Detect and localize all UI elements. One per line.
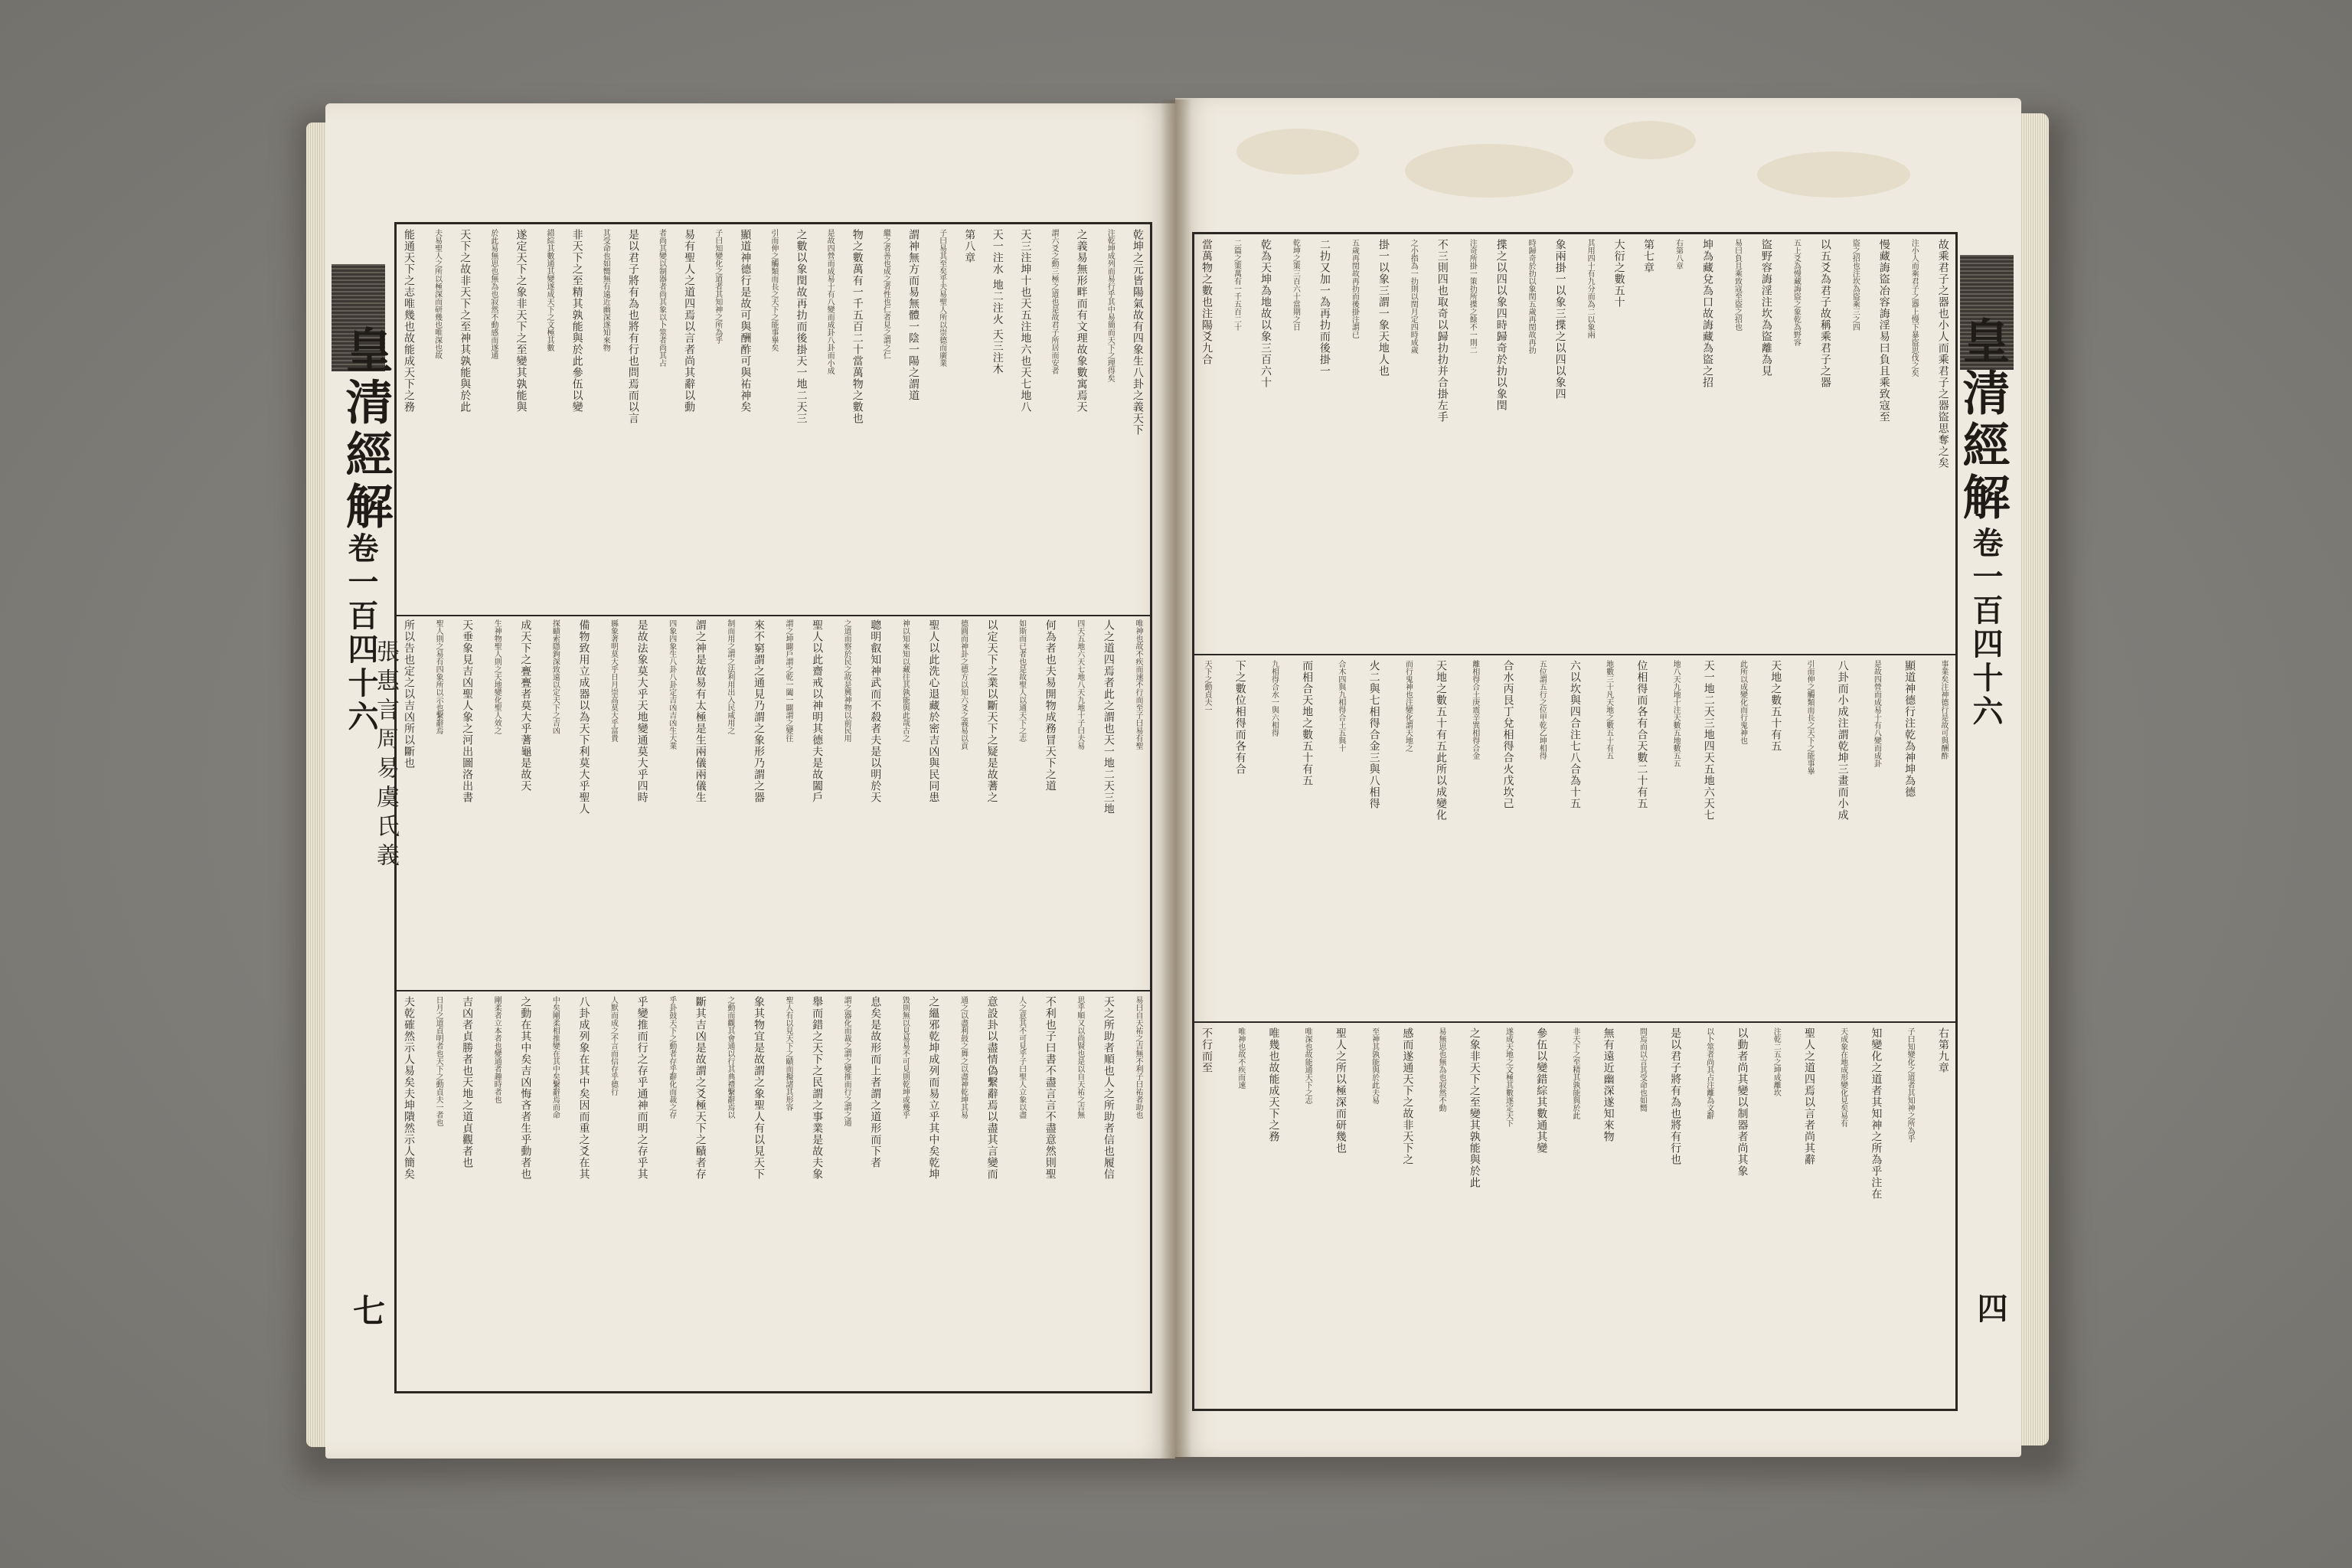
text-column: 四象四象生八卦八卦定吉凶吉凶生大業 — [667, 619, 676, 750]
text-column: 聖人之道四焉以言者尚其辭 — [1802, 1027, 1815, 1165]
text-column: 天下之動貞夫一 — [1203, 660, 1211, 714]
text-column: 時歸奇於扐以象閏五歲再閏故再扐 — [1527, 239, 1536, 354]
left-divider-lower — [397, 990, 1150, 991]
right-section-mark: 卷一百四十六 — [1968, 527, 2004, 729]
text-column: 是以君子將有為也將有行也問焉而以言 — [626, 229, 639, 424]
text-column: 物之數萬有一千五百二十當萬物之數也 — [851, 229, 864, 424]
text-column: 不利也子曰書不盡言言不盡意然則聖 — [1044, 996, 1057, 1180]
text-column: 何為者也夫易開物成務冒天下之道 — [1044, 619, 1057, 792]
text-column: 注奇所掛一策扐所揲之餘不一則二 — [1468, 239, 1477, 354]
text-column: 人默而成之不言而信存乎德行 — [609, 996, 618, 1096]
right-lower-columns — [1194, 1027, 1955, 1403]
right-upper-columns — [1194, 239, 1955, 649]
text-column: 之動在其中矣吉凶悔吝者生乎動者也 — [519, 996, 532, 1180]
text-column: 遂定天下之象非天下之至變其孰能與 — [514, 229, 528, 413]
text-column: 以卜筮者尚其占注離為文辭 — [1704, 1027, 1713, 1119]
text-column: 思乎順又以尚賢也是以自天祐之吉無 — [1075, 996, 1084, 1119]
text-column: 第七章 — [1642, 239, 1655, 273]
text-column: 人之意其不可見乎子曰聖人立象以盡 — [1017, 996, 1026, 1119]
text-column: 如斯而已者也是故聖人以通天下之志 — [1017, 619, 1026, 742]
text-column: 聖人則之易有四象所以示也繫辭焉 — [434, 619, 443, 734]
text-column: 是故四營而成易十有八變而成卦 — [1872, 660, 1881, 767]
text-column: 子曰知變化之道者其知神之所為乎 — [1906, 1027, 1915, 1142]
right-divider-lower — [1194, 1021, 1955, 1023]
text-column: 六以坎與四合注七八合為十五 — [1568, 660, 1581, 809]
text-column: 聰明叡知神武而不殺者夫是以明於天 — [869, 619, 882, 803]
text-column: 探賾索隱鉤深致遠以定天下之吉凶 — [550, 619, 560, 734]
text-column: 於此易無思也無為也寂然不動感而遂通 — [488, 229, 498, 359]
text-column: 象兩掛一以象三揲之以四以象四 — [1553, 239, 1566, 400]
text-column: 之小指為一扐則以閏月定四時成歲 — [1409, 239, 1418, 354]
text-column: 掛一以象三謂一象天地人也 — [1377, 239, 1390, 377]
text-column: 謂六爻之動三極之道也是故君子所居而安者 — [1050, 229, 1059, 374]
text-column: 之象非天下之至變其孰能與於此 — [1468, 1027, 1481, 1188]
text-column: 中矣剛柔相推變在其中矣繫辭焉而命 — [550, 996, 560, 1119]
text-column: 乾為天坤為地故以象三百六十 — [1259, 239, 1272, 388]
text-column: 乎卦鼓天下之動者存乎辭化而裁之存 — [667, 996, 676, 1119]
right-page — [1175, 98, 2021, 1457]
text-column: 舉而錯之天下之民謂之事業是故夫象 — [811, 996, 824, 1180]
text-column: 四天五地六天七地八天九地十子曰夫易 — [1075, 619, 1084, 750]
text-column: 不三則四也取奇以歸扐扐并合掛左手 — [1436, 239, 1449, 423]
text-column: 繼之者善也成之者性也仁者見之謂之仁 — [881, 229, 890, 359]
text-column: 二扐又加一為再扐而後掛一 — [1318, 239, 1331, 377]
text-column: 慢藏誨盜冶容誨淫易曰負且乘致寇至 — [1877, 239, 1890, 423]
text-column: 日月之道貞明者也天下之動貞夫一者也 — [434, 996, 443, 1126]
text-column: 之義易無形畔而有文理故象數寓焉天 — [1075, 229, 1088, 413]
text-column: 坤為藏兌為口故誨藏為盜之招 — [1700, 239, 1713, 388]
left-margin-title: 皇清經解 — [338, 325, 394, 534]
text-column: 神以知來知以藏往其孰能與此哉古之 — [900, 619, 910, 742]
text-column: 之動而觀其會通以行其典禮繫辭焉以 — [725, 996, 734, 1119]
text-column: 毀則無以見易易不可見則乾坤或幾乎 — [900, 996, 910, 1119]
text-column: 易有聖人之道四焉以言者尚其辭以動 — [683, 229, 696, 413]
left-lower-columns — [397, 996, 1150, 1388]
text-column: 來不窮謂之通見乃謂之象形乃謂之器 — [752, 619, 765, 803]
text-column: 引而伸之觸類而長之天下之能事畢矣 — [769, 229, 778, 351]
text-column: 易無思也無為也寂然不動 — [1437, 1027, 1446, 1112]
text-column: 右第八章 — [1674, 239, 1683, 270]
text-column: 非天下之至精其孰能與於此參伍以變 — [570, 229, 583, 413]
text-column: 是故四營而成易十有八變而成卦八卦而小成 — [825, 229, 835, 374]
text-column: 乎變推而行之存乎通神而明之存乎其 — [635, 996, 648, 1180]
text-column: 問焉而以言其受命也如嚮 — [1638, 1027, 1647, 1112]
text-column: 乾坤之策三百六十當期之日 — [1291, 239, 1300, 331]
text-column: 是以君子將有為也將有行也 — [1669, 1027, 1682, 1165]
text-column: 吉凶者貞勝者也天地之道貞觀者也 — [461, 996, 474, 1168]
text-column: 所以告也定之以吉凶所以斷也 — [403, 619, 415, 769]
text-column: 之縕邪乾坤成列而易立乎其中矣乾坤 — [927, 996, 940, 1180]
text-column: 第八章 — [963, 229, 976, 263]
text-column: 之數以象閏故再扐而後掛天一地二天三 — [795, 229, 808, 424]
text-column: 夫易聖人之所以極深而研幾也唯深也故 — [433, 229, 442, 359]
text-column: 注乾坤成列而易行乎其中易簡而天下之理得矣 — [1106, 229, 1115, 382]
text-column: 五上爻為慢藏誨盜之象乾為野容 — [1792, 239, 1801, 346]
text-column: 離相得合土庚震辛巽相得合金 — [1470, 660, 1479, 760]
text-column: 制而用之謂之法利用出入民咸用之 — [725, 619, 734, 734]
text-column: 注乾二五之坤成離坎 — [1772, 1027, 1781, 1096]
text-column: 其用四十有九分而為二以象兩 — [1586, 239, 1595, 338]
text-column: 無有遠近幽深遂知來物 — [1602, 1027, 1615, 1142]
right-middle-columns — [1194, 660, 1955, 1017]
text-column: 五歲再閏故再扐而後掛注謂已 — [1350, 239, 1359, 338]
text-column: 八卦成列象在其中矣因而重之爻在其 — [577, 996, 590, 1180]
text-column: 謂神無方而易無體一陰一陽之謂道 — [906, 229, 920, 401]
left-upper-columns — [397, 229, 1150, 610]
text-column: 通之以盡利鼓之舞之以盡神乾坤其易 — [959, 996, 968, 1119]
text-column: 生神物聖人則之天地變化聖人效之 — [492, 619, 501, 734]
text-column: 斷其吉凶是故謂之爻極天下之賾者存 — [694, 996, 707, 1180]
text-column: 縣象著明莫大乎日月崇高莫大乎富貴 — [609, 619, 618, 742]
text-column: 以定天下之業以斷天下之疑是故蓍之 — [985, 619, 998, 803]
text-column: 感而遂通天下之故非天下之 — [1401, 1027, 1414, 1165]
text-column: 右第九章 — [1936, 1027, 1949, 1073]
text-column: 備物致用立成器以為天下利莫大乎聖人 — [577, 619, 590, 815]
text-column: 二篇之策萬有一千五百二十 — [1232, 239, 1241, 331]
text-column: 謂之神是故易有太極是生兩儀兩儀生 — [694, 619, 707, 803]
text-column: 遂成天地之文極其數遂定天下 — [1504, 1027, 1513, 1127]
paper-stain — [1757, 152, 1910, 198]
text-column: 天下之故非天下之至神其孰能與於此 — [459, 229, 472, 413]
text-column: 此所以成變化而行鬼神也 — [1738, 660, 1747, 744]
text-column: 之道而察於民之故是興神物以前民用 — [842, 619, 851, 742]
text-column: 錯綜其數通其變遂成天下之文極其數 — [545, 229, 554, 351]
text-column: 盜之招也注坎為盜乘三之四 — [1851, 239, 1860, 331]
left-page-number: 七 — [348, 1294, 386, 1326]
text-column: 天一地二天三地四天五地六天七 — [1702, 660, 1715, 821]
left-divider-upper — [397, 615, 1150, 616]
text-column: 聖人以此洗心退藏於密吉凶與民同患 — [927, 619, 940, 803]
text-column: 聖人以此齋戒以神明其德夫是故闔戶 — [811, 619, 824, 803]
text-column: 成天下之亹亹者莫大乎蓍龜是故天 — [519, 619, 532, 792]
text-column: 注小人而乘君子之器上慢下暴盜思伐之矣 — [1909, 239, 1919, 377]
right-print-frame — [1192, 232, 1958, 1411]
text-column: 聖人有以見天下之賾而擬諸其形容 — [784, 996, 793, 1111]
text-column: 合水丙艮丁兌相得合火戊坎己 — [1501, 660, 1514, 809]
right-page-number: 四 — [1972, 1292, 2008, 1323]
text-column: 不行而至 — [1200, 1027, 1213, 1073]
text-column: 象其物宜是故謂之象聖人有以見天下 — [752, 996, 765, 1180]
paper-stain — [1236, 129, 1359, 175]
text-column: 顯道神德行是故可與酬酢可與祐神矣 — [739, 229, 752, 413]
text-column: 盜野容誨淫注坎為盜離為見 — [1759, 239, 1772, 377]
text-column: 乾坤之元皆陽氣故有四象生八卦之義天下 — [1131, 229, 1144, 436]
text-column: 以動者尚其變以制器者尚其象 — [1736, 1027, 1749, 1177]
left-section-mark: 卷一百四十六 — [343, 532, 379, 734]
text-column: 九相得合水一與六相得 — [1269, 660, 1279, 737]
text-column: 息矣是故形而上者謂之道形而下者 — [869, 996, 882, 1168]
text-column: 大衍之數五十 — [1612, 239, 1625, 308]
text-column: 天一注水 地二注火 天三注木 — [991, 229, 1004, 375]
text-column: 唯幾也故能成天下之務 — [1267, 1027, 1280, 1142]
text-column: 當萬物之數也注陽爻九合 — [1200, 239, 1213, 365]
text-column: 地數三十凡天地之數五十有五 — [1604, 660, 1613, 760]
text-column: 能通天下之志唯幾也故能成天下之務 — [403, 229, 415, 413]
text-column: 唯神也故不疾而速不行而至子曰易有聖 — [1133, 619, 1142, 750]
left-middle-columns — [397, 619, 1150, 987]
text-column: 位相得而各有合天數二十有五 — [1635, 660, 1648, 809]
text-column: 引而伸之觸類而長之天下之能事畢 — [1805, 660, 1814, 775]
text-column: 地八天九地十注天數五地數五五 — [1671, 660, 1681, 767]
text-column: 子曰知變化之道者其知神之所為乎 — [713, 229, 722, 344]
text-column: 八卦而小成注謂乾坤三畫而小成 — [1836, 660, 1849, 821]
text-column: 下之數位相得而各有合 — [1233, 660, 1246, 775]
text-column: 其受命也如嚮無有遠近幽深遂知來物 — [601, 229, 610, 351]
right-divider-upper — [1194, 654, 1955, 655]
text-column: 非天下之至精其孰能與於此 — [1570, 1027, 1579, 1119]
text-column: 至神其孰能與於此夫易 — [1370, 1027, 1379, 1104]
text-column: 易曰自天祐之吉無不利子曰祐者助也 — [1133, 996, 1142, 1119]
text-column: 天垂象見吉凶聖人象之河出圖洛出書 — [461, 619, 474, 803]
text-column: 謂之坤闢戶謂之乾一闔一闢謂之變往 — [784, 619, 793, 742]
text-column: 是故法象莫大乎天地變通莫大乎四時 — [635, 619, 648, 803]
left-page — [325, 103, 1175, 1459]
text-column: 知變化之道者其知神之所為乎注在 — [1870, 1027, 1883, 1200]
text-column: 五位謂五行之位甲乾乙坤相得 — [1537, 660, 1547, 760]
text-column: 剛柔者立本者也變通者趣時者也 — [492, 996, 501, 1103]
text-column: 故乘君子之器也小人而乘君子之器盜思奪之矣 — [1936, 239, 1949, 469]
left-print-frame — [394, 222, 1152, 1393]
paper-stain — [1604, 121, 1696, 159]
text-column: 火二與七相得合金三與八相得 — [1367, 660, 1380, 809]
text-column: 夫乾確然示人易矣夫坤隤然示人簡矣 — [403, 996, 415, 1180]
text-column: 顯道神德行注乾為神坤為德 — [1903, 660, 1916, 798]
text-column: 合木四與九相得合土五與十 — [1336, 660, 1345, 752]
text-column: 以五爻為君子故稱乘君子之器 — [1818, 239, 1831, 388]
text-column: 唯神也故不疾而速 — [1236, 1027, 1245, 1089]
text-column: 天三注坤十也天五注地六也天七地八 — [1019, 229, 1032, 413]
text-column: 者尚其變以制器者尚其象以卜筮者尚其占 — [657, 229, 666, 367]
text-column: 而相合天地之數五十有五 — [1301, 660, 1314, 786]
right-margin-title: 皇清經解 — [1955, 316, 2011, 524]
left-author-line: 張惠言周易虞氏義 — [372, 639, 399, 872]
text-column: 德圓而神卦之德方以知六爻之義易以貢 — [959, 619, 968, 750]
text-column: 天地之數五十有五此所以成變化 — [1435, 660, 1448, 821]
text-column: 揲之以四以象四時歸奇於扐以象閏 — [1494, 239, 1508, 411]
text-column: 參伍以變錯綜其數通其變 — [1535, 1027, 1548, 1154]
text-column: 而行鬼神也注變化謂天地之 — [1403, 660, 1413, 752]
text-column: 易曰負且乘致寇至盜之招也 — [1733, 239, 1742, 331]
text-column: 天地之數五十有五 — [1769, 660, 1782, 752]
text-column: 天成象在地成形變化見矣易有 — [1838, 1027, 1847, 1127]
text-column: 子曰易其至矣乎夫易聖人所以崇德而廣業 — [937, 229, 946, 367]
text-column: 意設卦以盡情偽繫辭焉以盡其言變而 — [985, 996, 998, 1180]
text-column: 聖人之所以極深而研幾也 — [1334, 1027, 1347, 1154]
text-column: 謂之器化而裁之謂之變推而行之謂之通 — [842, 996, 851, 1126]
paper-stain — [1405, 144, 1573, 198]
text-column: 事業矣注神德行是故可與酬酢 — [1939, 660, 1948, 760]
text-column: 天之所助者順也人之所助者信也履信 — [1102, 996, 1115, 1180]
text-column: 人之道四焉者此之謂也天一地二天三地 — [1102, 619, 1115, 815]
text-column: 唯深也故能通天下之志 — [1303, 1027, 1312, 1104]
